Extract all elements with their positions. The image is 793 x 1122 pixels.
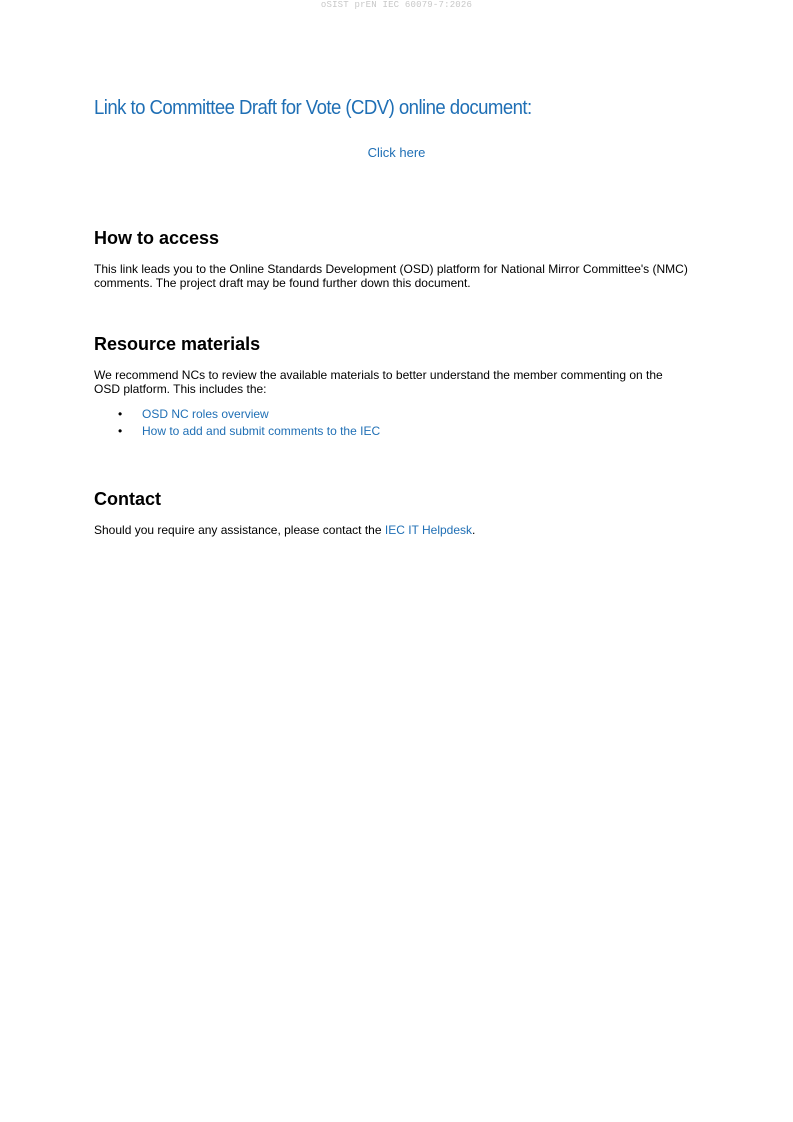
how-to-access-section <box>94 227 689 290</box>
cdv-link-title: Link to Committee Draft for Vote (CDV) online document: <box>94 97 532 119</box>
add-submit-comments-link[interactable]: How to add and submit comments to the IEC <box>142 424 381 438</box>
click-here-container <box>94 144 699 162</box>
click-here-link[interactable]: Click here <box>367 145 426 160</box>
contact-text <box>94 523 689 537</box>
contact-text-before: Should you require any assistance, please contact the <box>94 523 385 537</box>
how-to-access-text: This link leads you to the Online Standards Development (OSD) platform for National Mirror Committee's (NMC) comments. The project draft may be found further down this document. <box>94 262 688 290</box>
resource-materials-heading: Resource materials <box>94 334 261 354</box>
document-content <box>94 96 694 537</box>
contact-text-after: . <box>472 523 476 537</box>
list-item <box>118 423 689 440</box>
contact-section <box>94 488 689 537</box>
how-to-access-heading: How to access <box>94 228 220 248</box>
iec-it-helpdesk-link[interactable]: IEC IT Helpdesk <box>384 523 473 537</box>
document-header-mark: oSIST prEN IEC 60079-7:2026 <box>320 0 473 10</box>
osd-nc-roles-overview-link[interactable]: OSD NC roles overview <box>142 407 269 421</box>
bullet-icon: • <box>118 407 123 421</box>
bullet-icon: • <box>118 424 123 438</box>
resource-materials-text: We recommend NCs to review the available materials to better understand the member commenting on the OSD platform. This includes the: <box>94 368 663 396</box>
resource-links-list <box>94 406 689 440</box>
list-item <box>118 406 689 423</box>
contact-heading: Contact <box>94 489 161 509</box>
resource-materials-section <box>94 333 689 440</box>
